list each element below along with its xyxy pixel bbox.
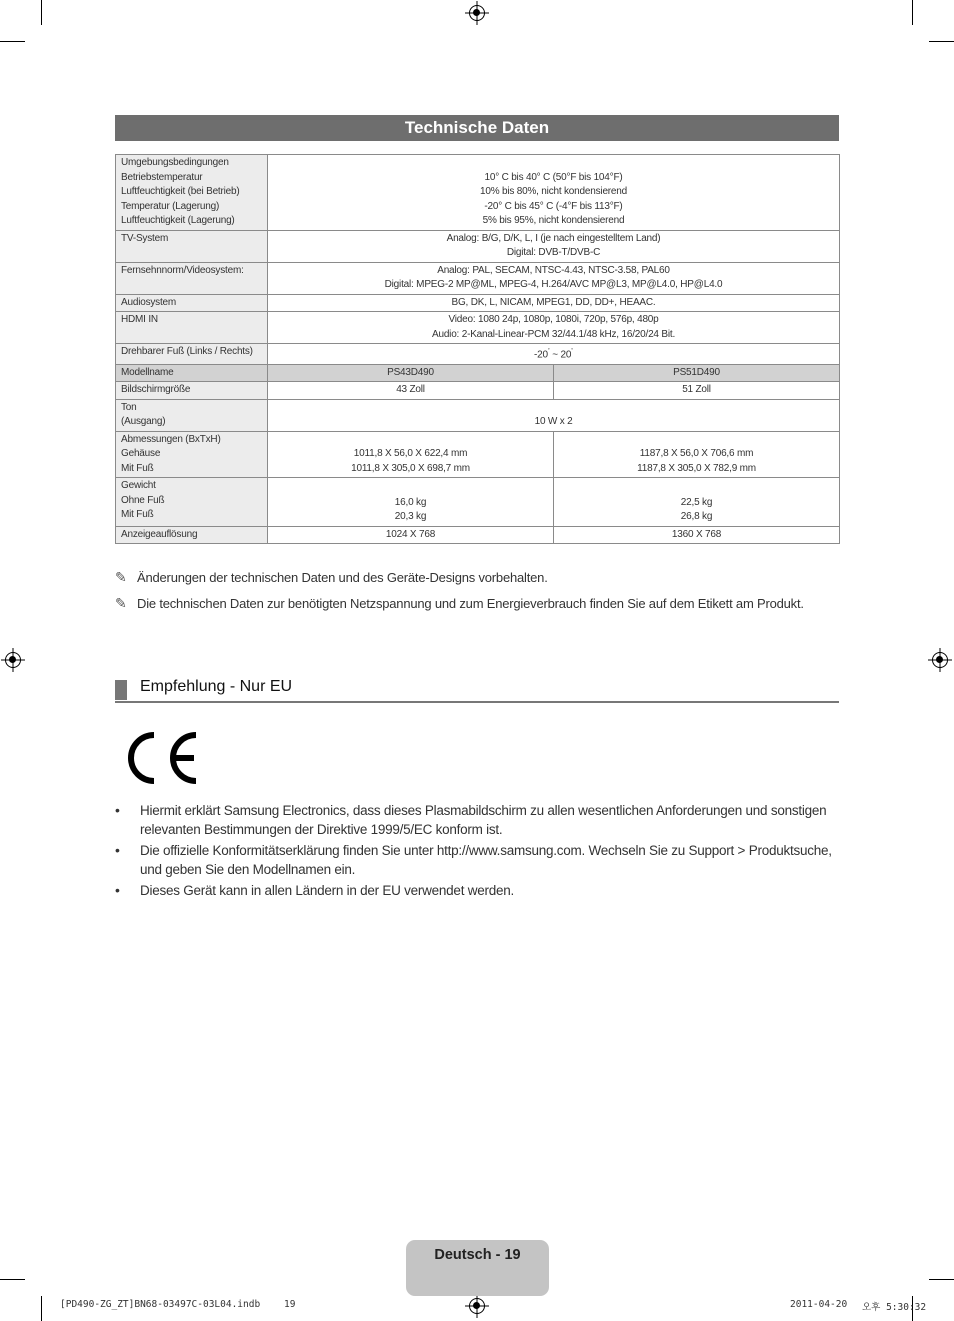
spec-value: BG, DK, L, NICAM, MPEG1, DD, DD+, HEAAC.	[268, 294, 840, 312]
crop-mark	[41, 0, 42, 25]
spec-value: Analog: B/G, D/K, L, I (je nach eingestelltem Land) Digital: DVB-T/DVB-C	[268, 230, 840, 262]
page-number: Deutsch - 19	[406, 1240, 549, 1296]
table-row	[116, 399, 840, 431]
table-row	[116, 382, 840, 400]
spec-label: HDMI IN	[116, 312, 268, 344]
pencil-note-icon: ✎	[115, 569, 127, 585]
spec-label: Audiosystem	[116, 294, 268, 312]
table-row	[116, 526, 840, 544]
registration-mark-icon	[5, 652, 21, 668]
spec-value: Analog: PAL, SECAM, NTSC-4.43, NTSC-3.58, PAL60 Digital: MPEG-2 MP@ML, MPEG-4, H.264/AVC MP@L3, MP@L4.0, HP@L4.0	[268, 262, 840, 294]
pencil-note-icon: ✎	[115, 595, 127, 611]
table-row	[116, 312, 840, 344]
section-heading: Empfehlung - Nur EU	[115, 677, 839, 703]
spec-value: 1011,8 X 56,0 X 622,4 mm 1011,8 X 305,0 X 698,7 mm	[268, 431, 554, 478]
footer-time: 오후 5:30:32	[862, 1302, 927, 1313]
spec-value: 22,5 kg 26,8 kg	[554, 478, 840, 527]
table-row	[116, 262, 840, 294]
spec-label: Gewicht Ohne Fuß Mit Fuß	[116, 478, 268, 527]
spec-table	[115, 154, 840, 544]
spec-value: 10° C bis 40° C (50°F bis 104°F) 10% bis 80%, nicht kondensierend -20° C bis 45° C (-4°F bis 113°F) 5% bis 95%, nicht kondensierend	[268, 155, 840, 231]
list-item: • Die offizielle Konformitätserklärung finden Sie unter http://www.samsung.com. Wechseln Sie zu Support > Produktsuche, und geben Sie den Modellnamen ein.	[115, 841, 845, 879]
list-item: • Dieses Gerät kann in allen Ländern in der EU verwendet werden.	[115, 881, 845, 900]
spec-value: 1024 X 768	[268, 526, 554, 544]
spec-label: Anzeigeauflösung	[116, 526, 268, 544]
spec-value: -20˚ ~ 20˚	[268, 344, 840, 365]
footer-date: 2011-04-20	[790, 1299, 848, 1310]
table-row	[116, 294, 840, 312]
crop-mark	[0, 41, 25, 42]
spec-label: Modellname	[116, 364, 268, 382]
spec-label: Fernsehnnorm/Videosystem:	[116, 262, 268, 294]
model-name: PS43D490	[268, 364, 554, 382]
crop-mark	[0, 1279, 25, 1280]
spec-value: Video: 1080 24p, 1080p, 1080i, 720p, 576p, 480p Audio: 2-Kanal-Linear-PCM 32/44.1/48 kHz, 16/20/24 Bit.	[268, 312, 840, 344]
spec-value: 10 W x 2	[268, 399, 840, 431]
spec-value: 1360 X 768	[554, 526, 840, 544]
registration-mark-icon	[932, 652, 948, 668]
spec-label: Abmessungen (BxTxH) Gehäuse Mit Fuß	[116, 431, 268, 478]
spec-label: Bildschirmgröße	[116, 382, 268, 400]
page-title: Technische Daten	[115, 115, 839, 141]
model-name: PS51D490	[554, 364, 840, 382]
footer-file: [PD490-ZG_ZT]BN68-03497C-03L04.indb	[60, 1299, 261, 1310]
spec-value: 16,0 kg 20,3 kg	[268, 478, 554, 527]
note: ✎ Die technischen Daten zur benötigten Netzspannung und zum Energieverbrauch finden Sie auf dem Etikett am Produkt.	[115, 595, 804, 611]
spec-label: TV-System	[116, 230, 268, 262]
spec-value: 51 Zoll	[554, 382, 840, 400]
crop-mark	[41, 1296, 42, 1321]
footer-page: 19	[284, 1299, 296, 1310]
section-marker	[115, 680, 127, 700]
table-row	[116, 364, 840, 382]
table-row	[116, 431, 840, 478]
spec-value: 43 Zoll	[268, 382, 554, 400]
crop-mark	[929, 41, 954, 42]
spec-label: Ton (Ausgang)	[116, 399, 268, 431]
registration-mark-icon	[469, 1298, 485, 1314]
crop-mark	[912, 0, 913, 25]
list-item: • Hiermit erklärt Samsung Electronics, dass dieses Plasmabildschirm zu allen wesentlichen Anforderungen und sonstigen relevanten Bestimmungen der Direktive 1999/5/EC konform ist.	[115, 801, 845, 839]
note: ✎ Änderungen der technischen Daten und des Geräte-Designs vorbehalten.	[115, 569, 548, 585]
table-row	[116, 230, 840, 262]
spec-label: Umgebungsbedingungen Betriebstemperatur Luftfeuchtigkeit (bei Betrieb) Temperatur (Lagerung) Luftfeuchtigkeit (Lagerung)	[116, 155, 268, 231]
spec-label: Drehbarer Fuß (Links / Rechts)	[116, 344, 268, 365]
table-row	[116, 344, 840, 365]
registration-mark-icon	[469, 5, 485, 21]
bullet-list	[115, 801, 845, 902]
ce-mark-logo	[124, 731, 200, 785]
table-row	[116, 155, 840, 231]
table-row	[116, 478, 840, 527]
crop-mark	[929, 1279, 954, 1280]
spec-value: 1187,8 X 56,0 X 706,6 mm 1187,8 X 305,0 X 782,9 mm	[554, 431, 840, 478]
